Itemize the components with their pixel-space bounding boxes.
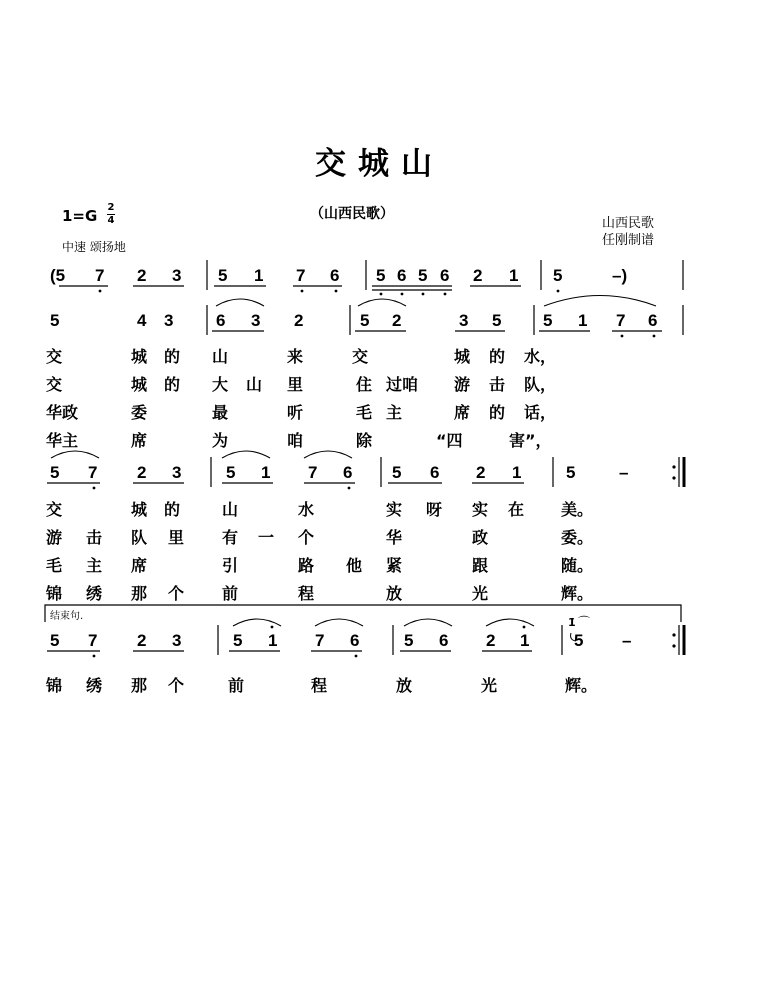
tempo-marking: 中速 颂扬地 bbox=[62, 240, 126, 254]
note: 7 bbox=[315, 631, 325, 650]
lyric: 水 bbox=[298, 500, 315, 519]
lyric: 那 bbox=[131, 584, 148, 603]
note: 3 bbox=[172, 463, 182, 482]
lyric: 引 bbox=[222, 556, 239, 575]
note: 6 bbox=[350, 631, 360, 650]
lyric: 席 bbox=[131, 431, 148, 450]
lyric: 路 bbox=[298, 556, 315, 575]
note: 2 bbox=[137, 631, 147, 650]
time-signature-top: 2 bbox=[107, 202, 115, 213]
lyric: 呀 bbox=[426, 500, 443, 519]
note: 5 bbox=[233, 631, 243, 650]
note: 6 bbox=[397, 266, 407, 285]
note: 5 bbox=[392, 463, 402, 482]
lyric: 紧 bbox=[386, 556, 403, 575]
note: 6 bbox=[330, 266, 340, 285]
note: 5 bbox=[418, 266, 428, 285]
note: 5 bbox=[360, 311, 370, 330]
lyric: 随。 bbox=[561, 556, 594, 575]
lyric: 交 bbox=[352, 347, 369, 366]
lyric: 的 bbox=[489, 347, 506, 366]
lyric: 华 bbox=[386, 528, 403, 547]
lyric: 绣 bbox=[86, 584, 103, 603]
lyric: 程 bbox=[311, 676, 328, 695]
lyric: 害”， bbox=[509, 431, 552, 450]
lyric: 的 bbox=[489, 403, 506, 422]
lyric: 他 bbox=[346, 556, 363, 575]
lyric: 在 bbox=[508, 500, 525, 519]
lyric: 山 bbox=[212, 347, 229, 366]
lyric: 住 bbox=[356, 375, 373, 394]
note: 7 bbox=[296, 266, 306, 285]
repeat-dots bbox=[672, 465, 675, 647]
note: 2 bbox=[476, 463, 486, 482]
lyric: 绣 bbox=[86, 676, 103, 695]
lyric: 大 bbox=[212, 375, 229, 394]
note: 6 bbox=[216, 311, 226, 330]
lyric: 锦 bbox=[46, 584, 63, 603]
note: 7 bbox=[308, 463, 318, 482]
note: 6 bbox=[439, 631, 449, 650]
arranger-credit: 任刚制谱 bbox=[602, 233, 655, 248]
lyric: 放 bbox=[386, 584, 403, 603]
lyric: 政 bbox=[472, 528, 489, 547]
note: 7 bbox=[616, 311, 626, 330]
lyric: 里 bbox=[287, 375, 304, 394]
key-signature: 1=G bbox=[62, 207, 98, 225]
note: 6 bbox=[343, 463, 353, 482]
lyric: 的 bbox=[164, 500, 181, 519]
note: 3 bbox=[172, 266, 182, 285]
lyric: 实 bbox=[386, 500, 403, 519]
note: 5 bbox=[553, 266, 563, 285]
note: 1 bbox=[261, 463, 271, 482]
note: 3 bbox=[459, 311, 469, 330]
note: 3 bbox=[172, 631, 182, 650]
note: – bbox=[619, 463, 629, 482]
lyric: 交 bbox=[46, 375, 63, 394]
lyric: 击 bbox=[86, 528, 103, 547]
note: 3 bbox=[164, 311, 174, 330]
lyric: 前 bbox=[228, 676, 245, 695]
lyric: 辉。 bbox=[565, 676, 598, 695]
note: 2 bbox=[392, 311, 402, 330]
note: 5 bbox=[50, 311, 60, 330]
lyric: 锦 bbox=[46, 676, 63, 695]
lyric: 毛 bbox=[356, 403, 373, 422]
note: 5 bbox=[226, 463, 236, 482]
note: 1 bbox=[520, 631, 530, 650]
note: 5 bbox=[404, 631, 414, 650]
lyric: 前 bbox=[222, 584, 239, 603]
note: 5 bbox=[543, 311, 553, 330]
note: 2 bbox=[473, 266, 483, 285]
lyric: 个 bbox=[298, 528, 315, 547]
lyric: 个 bbox=[168, 676, 185, 695]
note: 7 bbox=[88, 631, 98, 650]
note: 1 bbox=[254, 266, 264, 285]
note: 6 bbox=[430, 463, 440, 482]
note: 5 bbox=[492, 311, 502, 330]
note: 6 bbox=[440, 266, 450, 285]
lyric: 山 bbox=[246, 375, 263, 394]
lyric: 跟 bbox=[472, 556, 489, 575]
lyric: 华政 bbox=[46, 403, 79, 422]
time-signature-bottom: 4 bbox=[107, 215, 115, 226]
note: 1 bbox=[509, 266, 519, 285]
lyric: 听 bbox=[287, 403, 304, 422]
lyric: “四 bbox=[436, 431, 463, 450]
note: 5 bbox=[218, 266, 228, 285]
fermata-icon: ⌒ bbox=[578, 615, 591, 629]
note: 7 bbox=[95, 266, 105, 285]
lyric: 程 bbox=[298, 584, 315, 603]
lyric: 咱 bbox=[287, 431, 304, 450]
note: 5 bbox=[566, 463, 576, 482]
lyric: 城 bbox=[454, 347, 471, 366]
ending-label: 结束句. bbox=[50, 611, 84, 622]
note: 5 bbox=[376, 266, 386, 285]
lyric: 最 bbox=[212, 403, 229, 422]
note: –) bbox=[612, 266, 628, 285]
lyric: 水， bbox=[524, 347, 557, 366]
lyric: 城 bbox=[131, 347, 148, 366]
lyric: 毛 bbox=[46, 556, 63, 575]
lyric: 席 bbox=[131, 556, 148, 575]
time-signature bbox=[107, 203, 115, 226]
lyric: 美。 bbox=[561, 500, 594, 519]
note: – bbox=[622, 631, 632, 650]
lyric: 光 bbox=[472, 584, 489, 603]
lyric: 委 bbox=[131, 403, 148, 422]
lyric: 的 bbox=[164, 375, 181, 394]
subtitle: （山西民歌） bbox=[310, 206, 394, 222]
lyric: 华主 bbox=[46, 431, 79, 450]
note: 1 bbox=[268, 631, 278, 650]
lyric: 城 bbox=[131, 375, 148, 394]
lyric: 那 bbox=[131, 676, 148, 695]
lyric: 一 bbox=[258, 528, 275, 547]
note: 3 bbox=[251, 311, 261, 330]
page-title: 交城山 bbox=[315, 146, 444, 182]
lyric: 委。 bbox=[561, 528, 594, 547]
lyric: 主 bbox=[386, 403, 403, 422]
lyric: 交 bbox=[46, 347, 63, 366]
note: 5 bbox=[50, 631, 60, 650]
note: 1 bbox=[512, 463, 522, 482]
lyric: 游 bbox=[46, 528, 63, 547]
note: 1 bbox=[578, 311, 588, 330]
lyric: 山 bbox=[222, 500, 239, 519]
lyric: 话， bbox=[524, 403, 557, 422]
lyric: 光 bbox=[481, 676, 498, 695]
note: 5 bbox=[574, 631, 584, 650]
lyric: 主 bbox=[86, 556, 103, 575]
lyric: 实 bbox=[472, 500, 489, 519]
lyric: 过咱 bbox=[386, 375, 419, 394]
note: 6 bbox=[648, 311, 658, 330]
lyric: 游 bbox=[454, 375, 471, 394]
lyric: 城 bbox=[131, 500, 148, 519]
lyric: 放 bbox=[396, 676, 413, 695]
lyric: 有 bbox=[222, 528, 239, 547]
note: 5 bbox=[50, 463, 60, 482]
lyric: 来 bbox=[287, 347, 304, 366]
note: 4 bbox=[137, 311, 147, 330]
lyric: 交 bbox=[46, 500, 63, 519]
note: 2 bbox=[137, 463, 147, 482]
lyric: 除 bbox=[356, 431, 373, 450]
grace-note: 1̇ bbox=[568, 616, 576, 629]
lyric: 席 bbox=[454, 403, 471, 422]
lyric: 击 bbox=[489, 375, 506, 394]
lyric: 队， bbox=[524, 375, 557, 394]
lyric: 为 bbox=[212, 431, 229, 450]
note: 2 bbox=[294, 311, 304, 330]
lyric: 里 bbox=[168, 528, 185, 547]
lyric: 队 bbox=[131, 528, 148, 547]
origin-credit: 山西民歌 bbox=[602, 216, 655, 231]
lyric: 个 bbox=[168, 584, 185, 603]
note: 2 bbox=[137, 266, 147, 285]
note: 7 bbox=[88, 463, 98, 482]
note: (5 bbox=[50, 266, 66, 285]
lyric: 辉。 bbox=[561, 584, 594, 603]
note: 2 bbox=[486, 631, 496, 650]
lyric: 的 bbox=[164, 347, 181, 366]
